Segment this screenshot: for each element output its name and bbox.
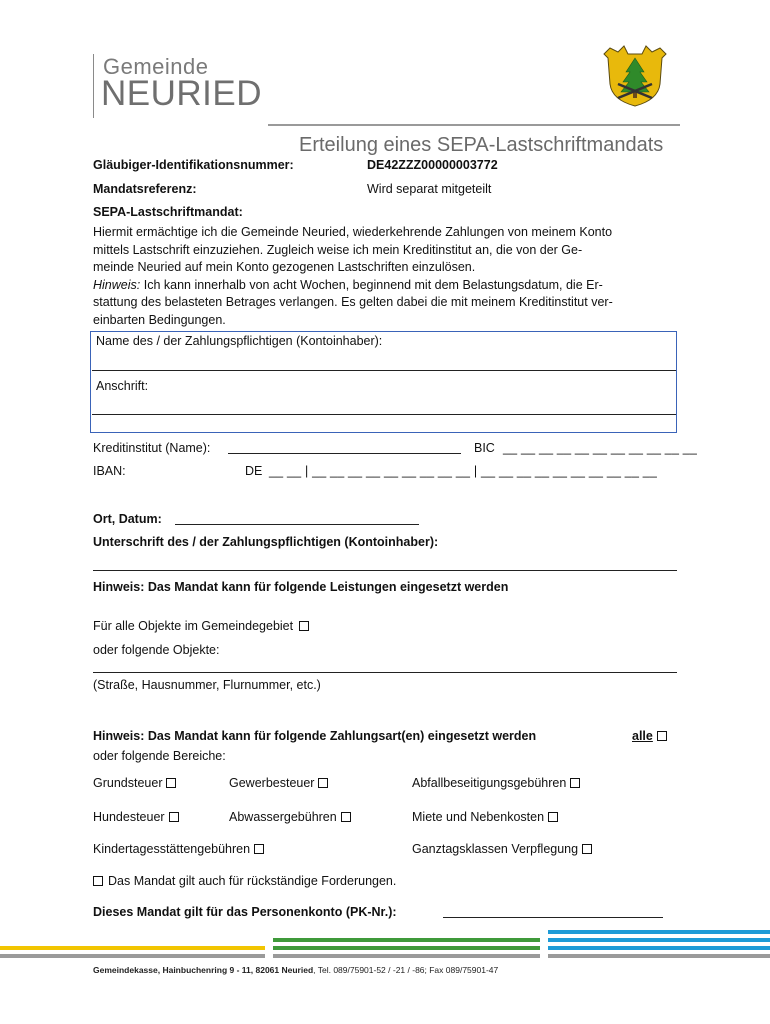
all-label: alle [632,729,653,743]
checkbox-icon[interactable] [341,812,351,822]
footer-stripe-yellow [0,946,265,950]
all-payment-types-option[interactable] [632,729,667,743]
signature-label: Unterschrift des / der Zahlungspflichtigen (Kontoinhaber): [93,535,439,549]
hint-text: Ich kann innerhalb von acht Wochen, beginnend mit dem Belastungsdatum, die Er- [140,277,603,292]
hint-label: Hinweis: [93,277,141,292]
creditor-id-label: Gläubiger-Identifikationsnummer: [93,158,294,172]
footer-stripe-grey [273,954,540,958]
iban-field[interactable]: __ __ | __ __ __ __ __ __ __ __ __ | __ __ __ __ __ __ __ __ __ __ [269,464,658,478]
checkbox-icon[interactable] [299,621,309,631]
footer-stripe-blue [548,930,770,934]
mandate-text-line: Hiermit ermächtige ich die Gemeinde Neuried, wiederkehrende Zahlungen von meinem Konto [93,225,613,239]
address-field[interactable] [92,414,676,415]
logo-divider [93,54,94,118]
mandate-hint-line [93,277,679,295]
place-date-label: Ort, Datum: [93,512,162,526]
mandate-reference-value: Wird separat mitgeteilt [367,182,492,196]
arrears-option[interactable] [93,874,396,888]
checkbox-icon[interactable] [93,876,103,886]
footer-stripe-blue [548,938,770,942]
account-field[interactable] [443,917,663,918]
footer-contact: , Tel. 089/75901-52 / -21 / -86; Fax 089/75901-47 [313,965,499,975]
place-date-field[interactable] [175,524,419,525]
option-abfall[interactable] [412,776,580,790]
all-objects-label: Für alle Objekte im Gemeindegebiet [93,619,294,633]
checkbox-icon[interactable] [548,812,558,822]
bank-name-field[interactable] [228,453,461,454]
option-label: Gewerbesteuer [229,776,315,790]
footer-stripe-green [273,938,540,942]
iban-country-prefix: DE [245,464,263,478]
account-label: Dieses Mandat gilt für das Personenkonto (PK-Nr.): [93,905,397,919]
logo-text-small: Gemeinde [103,54,209,79]
mandate-text-line: mittels Lastschrift einzuziehen. Zugleich weise ich mein Kreditinstitut an, die von der Ge- [93,242,583,257]
footer-address [93,965,498,975]
mandate-text-line: einbarten Bedingungen. [93,312,226,327]
arrears-label: Das Mandat gilt auch für rückständige Forderungen. [108,874,397,888]
objects-field[interactable] [93,672,677,673]
option-label: Hundesteuer [93,810,165,824]
signature-field[interactable] [93,570,677,571]
coat-of-arms-icon [600,44,670,108]
following-objects-label: oder folgende Objekte: [93,643,220,657]
footer-stripe-green [273,946,540,950]
address-label: Anschrift: [96,379,149,393]
option-label: Miete und Nebenkosten [412,810,545,824]
checkbox-icon[interactable] [318,778,328,788]
logo-text-large: NEURIED [101,74,263,113]
payment-types-heading: Hinweis: Das Mandat kann für folgende Zahlungsart(en) eingesetzt werden [93,729,537,743]
mandate-text [93,224,679,329]
bic-label: BIC [474,441,495,455]
footer-stripe-grey [548,954,770,958]
checkbox-icon[interactable] [570,778,580,788]
option-ganztag[interactable] [412,842,592,856]
document-title: Erteilung eines SEPA-Lastschriftmandats [299,134,664,156]
footer-stripe-grey [0,954,265,958]
mandate-heading: SEPA-Lastschriftmandat: [93,205,243,219]
mandate-text-line: meinde Neuried auf mein Konto gezogenen Lastschriften einzulösen. [93,260,476,274]
option-grundsteuer[interactable] [93,776,176,790]
option-miete[interactable] [412,810,558,824]
services-heading: Hinweis: Das Mandat kann für folgende Leistungen eingesetzt werden [93,580,509,594]
mandate-text-line: stattung des belasteten Betrages verlangen. Es gelten dabei die mit meinem Kreditinstitut ver- [93,295,613,309]
iban-label: IBAN: [93,464,126,478]
option-gewerbesteuer[interactable] [229,776,328,790]
payer-name-field[interactable] [92,370,676,371]
footer-stripe-blue [548,946,770,950]
title-rule [268,124,680,126]
bic-field[interactable]: __ __ __ __ __ __ __ __ __ __ __ [503,441,698,455]
checkbox-icon[interactable] [169,812,179,822]
all-objects-option[interactable] [93,619,309,633]
option-label: Abwassergebühren [229,810,337,824]
areas-label: oder folgende Bereiche: [93,749,226,763]
option-label: Kindertagesstättengebühren [93,842,251,856]
option-label: Grundsteuer [93,776,163,790]
option-label: Ganztagsklassen Verpflegung [412,842,579,856]
checkbox-icon[interactable] [657,731,667,741]
mandate-reference-label: Mandatsreferenz: [93,182,197,196]
objects-hint: (Straße, Hausnummer, Flurnummer, etc.) [93,678,321,692]
payer-name-label: Name des / der Zahlungspflichtigen (Kontoinhaber): [96,334,383,348]
option-hundesteuer[interactable] [93,810,179,824]
checkbox-icon[interactable] [254,844,264,854]
option-kita[interactable] [93,842,264,856]
footer-address-bold: Gemeindekasse, Hainbuchenring 9 - 11, 82061 Neuried [93,965,314,975]
creditor-id-value: DE42ZZZ00000003772 [367,158,498,172]
checkbox-icon[interactable] [582,844,592,854]
option-label: Abfallbeseitigungsgebühren [412,776,567,790]
bank-name-label: Kreditinstitut (Name): [93,441,211,455]
checkbox-icon[interactable] [166,778,176,788]
option-abwasser[interactable] [229,810,351,824]
